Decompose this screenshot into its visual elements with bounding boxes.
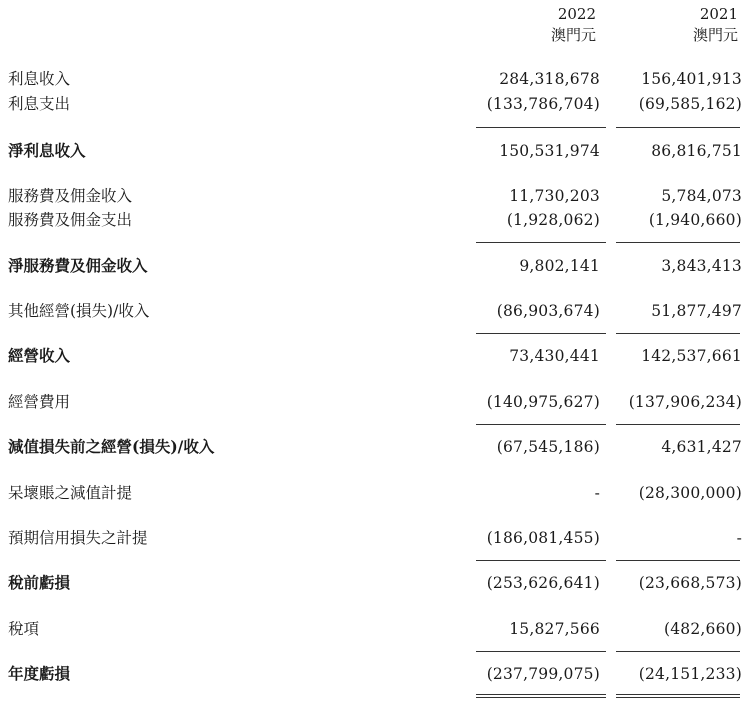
subtotal-rule [616, 651, 740, 652]
subtotal-rule [616, 560, 740, 561]
table-row [0, 527, 746, 549]
subtotal-rule [476, 242, 606, 243]
value-2022: 284,318,678 [499, 70, 600, 88]
value-2022: (186,081,455) [486, 529, 600, 547]
table-row [0, 68, 746, 90]
row-label: 利息收入 [8, 70, 71, 88]
subtotal-rule [476, 424, 606, 425]
subtotal-rule [476, 127, 606, 128]
value-2021: 4,631,427 [661, 438, 742, 456]
value-2022: 150,531,974 [499, 142, 600, 160]
table-row [0, 618, 746, 640]
value-2022: (140,975,627) [486, 393, 600, 411]
table-row [0, 93, 746, 115]
value-2022: 11,730,203 [509, 187, 600, 205]
value-2022: (86,903,674) [496, 302, 600, 320]
subtotal-rule [476, 560, 606, 561]
value-2022: 15,827,566 [509, 620, 600, 638]
value-2021: (23,668,573) [638, 574, 742, 592]
value-2021: (24,151,233) [638, 665, 742, 683]
column-header-currency-2022: 澳門元 [550, 26, 596, 44]
subtotal-rule [476, 651, 606, 652]
row-label: 經營收入 [8, 346, 71, 365]
value-2021: (1,940,660) [648, 211, 742, 229]
value-2022: (133,786,704) [486, 95, 600, 113]
row-label: 稅前虧損 [8, 573, 71, 592]
table-row [0, 185, 746, 207]
column-header-year-2022: 2022 [557, 5, 596, 23]
row-label: 預期信用損失之計提 [8, 529, 148, 547]
value-2022: (237,799,075) [486, 665, 600, 683]
subtotal-rule [616, 333, 740, 334]
value-2021: 3,843,413 [661, 257, 742, 275]
value-2022: - [594, 484, 600, 502]
value-2021: (69,585,162) [638, 95, 742, 113]
row-label: 其他經營(損失)/收入 [8, 302, 150, 320]
value-2021: (137,906,234) [628, 393, 742, 411]
table-row [0, 572, 746, 594]
table-row [0, 436, 746, 458]
row-label: 經營費用 [8, 393, 71, 411]
table-row [0, 345, 746, 367]
value-2022: (1,928,062) [506, 211, 600, 229]
row-label: 年度虧損 [8, 664, 71, 683]
row-label: 服務費及佣金支出 [8, 211, 133, 229]
table-row [0, 140, 746, 162]
column-header-currency-2021: 澳門元 [692, 26, 738, 44]
row-label: 服務費及佣金收入 [8, 187, 133, 205]
table-row [0, 663, 746, 685]
value-2021: 51,877,497 [651, 302, 742, 320]
total-double-rule [476, 694, 606, 698]
value-2021: (28,300,000) [638, 484, 742, 502]
subtotal-rule [616, 424, 740, 425]
table-row [0, 209, 746, 231]
value-2021: 142,537,661 [641, 347, 742, 365]
table-row [0, 391, 746, 413]
value-2021: 5,784,073 [661, 187, 742, 205]
row-label: 減值損失前之經營(損失)/收入 [8, 437, 215, 456]
total-double-rule [616, 694, 740, 698]
row-label: 利息支出 [8, 95, 71, 113]
row-label: 呆壞賬之減值計提 [8, 484, 133, 502]
value-2021: - [736, 529, 742, 547]
value-2021: 86,816,751 [651, 142, 742, 160]
subtotal-rule [616, 127, 740, 128]
value-2022: (67,545,186) [496, 438, 600, 456]
value-2022: 9,802,141 [519, 257, 600, 275]
column-header-year-2021: 2021 [699, 5, 738, 23]
row-label: 稅項 [8, 620, 40, 638]
value-2022: (253,626,641) [486, 574, 600, 592]
value-2021: (482,660) [664, 620, 742, 638]
subtotal-rule [476, 333, 606, 334]
subtotal-rule [616, 242, 740, 243]
value-2021: 156,401,913 [641, 70, 742, 88]
row-label: 淨利息收入 [8, 141, 86, 160]
table-row [0, 255, 746, 277]
table-row [0, 482, 746, 504]
row-label: 淨服務費及佣金收入 [8, 256, 148, 275]
value-2022: 73,430,441 [509, 347, 600, 365]
table-row [0, 300, 746, 322]
